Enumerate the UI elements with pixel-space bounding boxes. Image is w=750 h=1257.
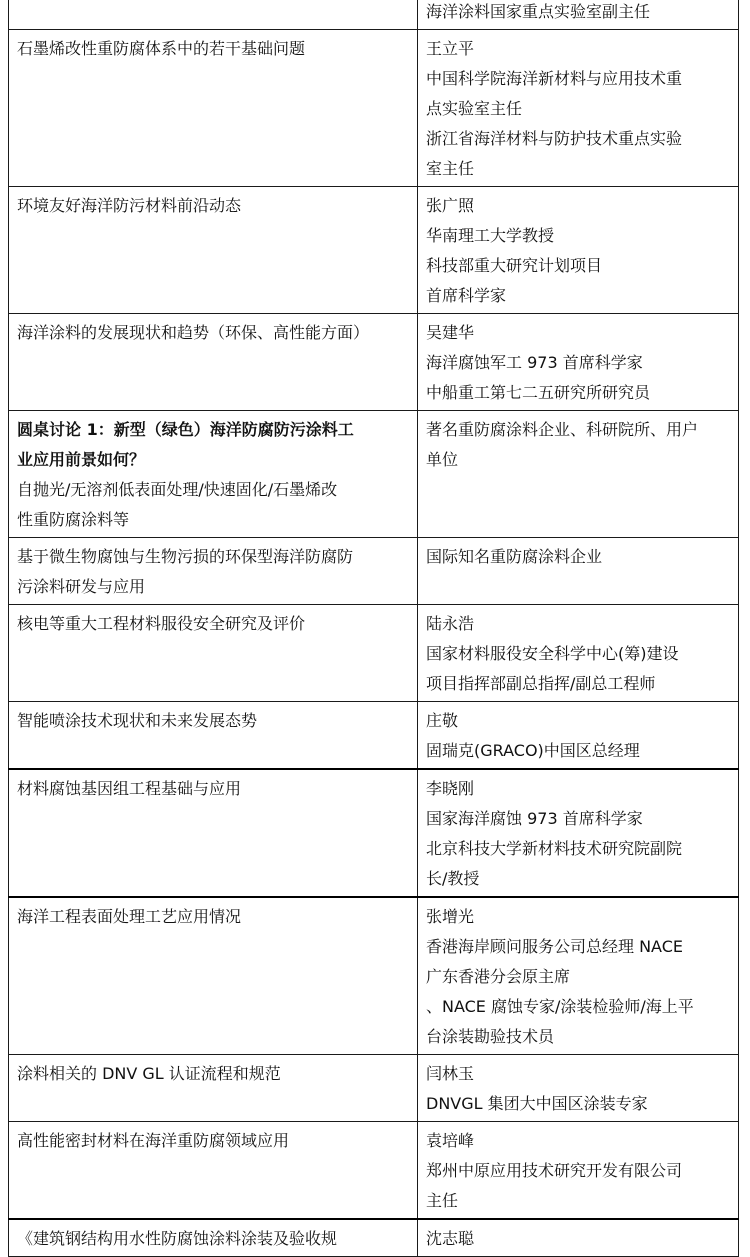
topic-text: 核电等重大工程材料服役安全研究及评价 <box>17 614 306 633</box>
topic-text: 石墨烯改性重防腐体系中的若干基础问题 <box>17 39 306 58</box>
speaker-title: 海洋腐蚀军工 973 首席科学家 <box>426 353 643 372</box>
table-row <box>9 605 739 702</box>
topic-text: 材料腐蚀基因组工程基础与应用 <box>17 779 242 798</box>
speaker-cell <box>418 1122 739 1220</box>
speaker-name: 陆永浩 <box>426 614 475 633</box>
topic-cell <box>9 0 418 30</box>
table-row <box>9 1219 739 1257</box>
table-row <box>9 897 739 1055</box>
roundtable-heading: 圆桌讨论 1：新型（绿色）海洋防腐防污涂料工 <box>17 420 354 439</box>
speaker-title: 、NACE 腐蚀专家/涂装检验师/海上平 <box>426 997 694 1016</box>
table-row <box>9 769 739 897</box>
table-row <box>9 187 739 314</box>
speaker-cell <box>418 1055 739 1122</box>
speaker-title: 首席科学家 <box>426 286 507 305</box>
topic-cell <box>9 1122 418 1220</box>
speaker-title: 浙江省海洋材料与防护技术重点实验 <box>426 129 683 148</box>
speaker-name: 张增光 <box>426 907 475 926</box>
topic-text: 污涂料研发与应用 <box>17 577 146 596</box>
speaker-cell <box>418 702 739 770</box>
speaker-title: 著名重防腐涂料企业、科研院所、用户 <box>426 420 699 439</box>
speaker-title: 固瑞克(GRACO)中国区总经理 <box>426 741 640 760</box>
speaker-title: DNVGL 集团大中国区涂装专家 <box>426 1094 648 1113</box>
topic-cell <box>9 411 418 538</box>
speaker-name: 庄敬 <box>426 711 459 730</box>
topic-text: 海洋涂料的发展现状和趋势（环保、高性能方面） <box>17 323 370 342</box>
speaker-cell <box>418 314 739 411</box>
topic-text: 高性能密封材料在海洋重防腐领域应用 <box>17 1131 290 1150</box>
speaker-title: 项目指挥部副总指挥/副总工程师 <box>426 674 656 693</box>
topic-cell <box>9 30 418 187</box>
speaker-title: 室主任 <box>426 159 475 178</box>
table-row <box>9 411 739 538</box>
speaker-title: 长/教授 <box>426 869 480 888</box>
topic-cell <box>9 605 418 702</box>
speaker-title: 中国科学院海洋新材料与应用技术重 <box>426 69 683 88</box>
speaker-name: 李晓刚 <box>426 779 475 798</box>
speaker-name: 王立平 <box>426 39 475 58</box>
table-row <box>9 702 739 770</box>
topic-cell <box>9 769 418 897</box>
speaker-cell <box>418 411 739 538</box>
speaker-name: 闫林玉 <box>426 1064 475 1083</box>
topic-cell <box>9 314 418 411</box>
topic-cell <box>9 1055 418 1122</box>
topic-text: 智能喷涂技术现状和未来发展态势 <box>17 711 258 730</box>
speaker-cell <box>418 538 739 605</box>
speaker-title: 单位 <box>426 450 459 469</box>
speaker-title: 点实验室主任 <box>426 99 523 118</box>
speaker-title: 国家海洋腐蚀 973 首席科学家 <box>426 809 643 828</box>
topic-cell <box>9 702 418 770</box>
topic-text: 自抛光/无溶剂低表面处理/快速固化/石墨烯改 <box>17 480 338 499</box>
speaker-title: 华南理工大学教授 <box>426 226 555 245</box>
speaker-title: 海洋涂料国家重点实验室副主任 <box>426 2 651 21</box>
topic-cell <box>9 538 418 605</box>
speaker-cell <box>418 0 739 30</box>
table-row <box>9 1055 739 1122</box>
speaker-cell <box>418 897 739 1055</box>
topic-text: 《建筑钢结构用水性防腐蚀涂料涂装及验收规 <box>17 1229 338 1248</box>
speaker-cell <box>418 187 739 314</box>
topic-text: 环境友好海洋防污材料前沿动态 <box>17 196 242 215</box>
speaker-title: 香港海岸顾问服务公司总经理 NACE <box>426 937 684 956</box>
speaker-title: 广东香港分会原主席 <box>426 967 571 986</box>
speaker-title: 北京科技大学新材料技术研究院副院 <box>426 839 683 858</box>
speaker-title: 台涂装勘验技术员 <box>426 1027 555 1046</box>
speaker-name: 沈志聪 <box>426 1229 475 1248</box>
speaker-cell <box>418 605 739 702</box>
speaker-cell <box>418 769 739 897</box>
speaker-cell <box>418 30 739 187</box>
topic-text: 海洋工程表面处理工艺应用情况 <box>17 907 242 926</box>
topic-cell <box>9 897 418 1055</box>
topic-cell <box>9 187 418 314</box>
speaker-cell <box>418 1219 739 1257</box>
topic-text: 基于微生物腐蚀与生物污损的环保型海洋防腐防 <box>17 547 354 566</box>
topic-text: 涂料相关的 DNV GL 认证流程和规范 <box>17 1064 281 1083</box>
roundtable-heading: 业应用前景如何？ <box>17 450 146 469</box>
speaker-name: 张广照 <box>426 196 475 215</box>
speaker-name: 袁培峰 <box>426 1131 475 1150</box>
table-row <box>9 0 739 30</box>
speaker-title: 国际知名重防腐涂料企业 <box>426 547 603 566</box>
topic-cell <box>9 1219 418 1257</box>
topic-text: 性重防腐涂料等 <box>17 510 130 529</box>
speaker-name: 吴建华 <box>426 323 475 342</box>
speaker-title: 国家材料服役安全科学中心(筹)建设 <box>426 644 679 663</box>
table-row <box>9 314 739 411</box>
speaker-title: 中船重工第七二五研究所研究员 <box>426 383 651 402</box>
table-row <box>9 30 739 187</box>
speaker-title: 主任 <box>426 1191 459 1210</box>
speaker-title: 郑州中原应用技术研究开发有限公司 <box>426 1161 683 1180</box>
speaker-title: 科技部重大研究计划项目 <box>426 256 603 275</box>
table-row <box>9 538 739 605</box>
table-row <box>9 1122 739 1220</box>
agenda-table <box>8 0 739 1257</box>
